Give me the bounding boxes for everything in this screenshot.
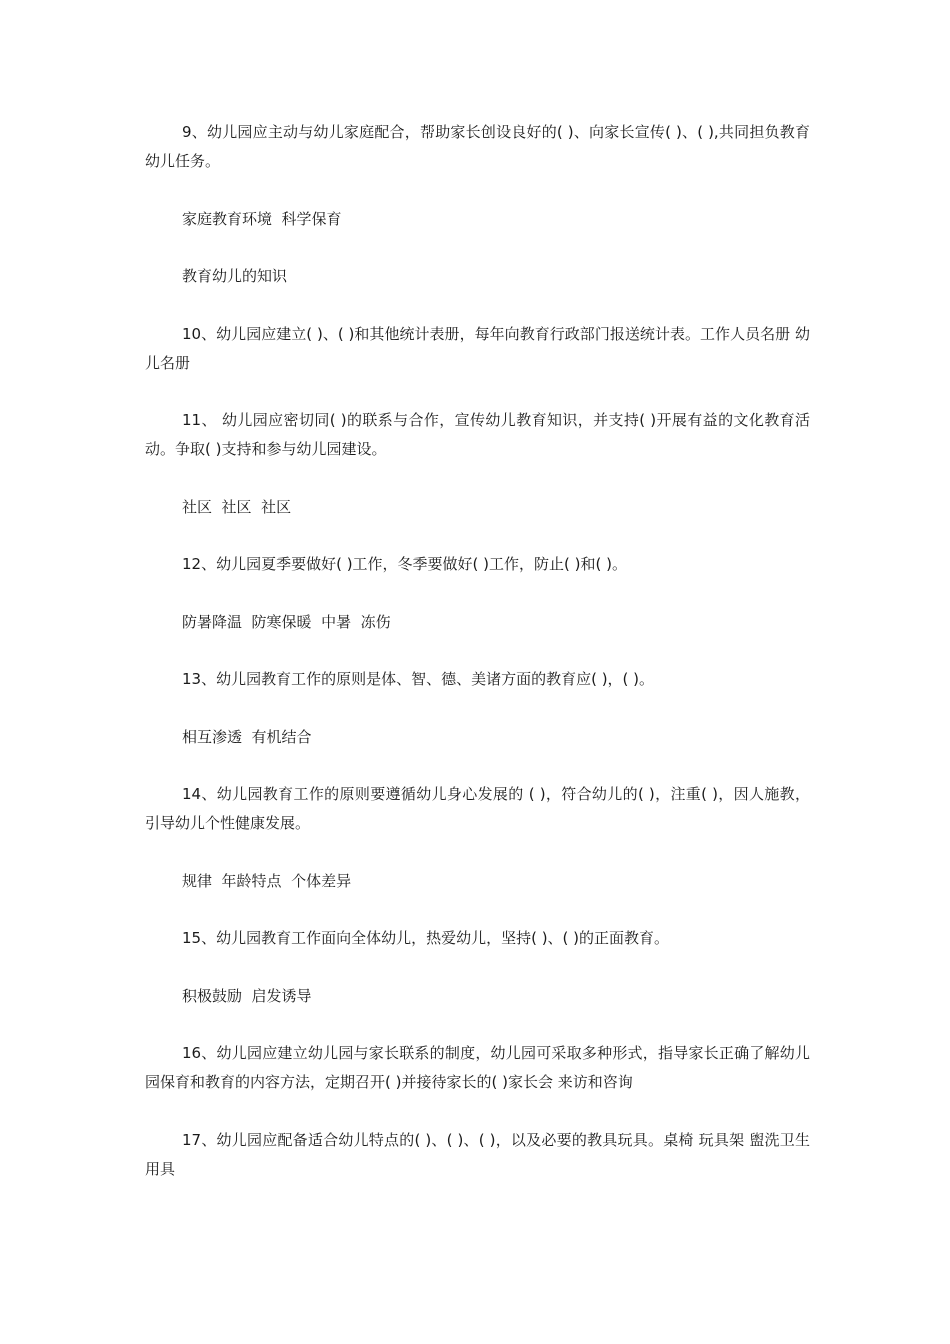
answer-12: 防暑降温 防寒保暖 中暑 冻伤 [182,613,391,631]
question-10 [145,320,810,378]
question-15 [145,924,810,953]
answer-13: 相互渗透 有机结合 [182,728,312,746]
question-11 [145,406,810,464]
question-16 [145,1039,810,1097]
answer-9a: 家庭教育环境 科学保育 [182,210,342,228]
question-9-text: 9、幼儿园应主动与幼儿家庭配合，帮助家长创设良好的( )、向家长宣传( )、( ),共同担负教育幼儿任务。 [145,123,810,170]
question-13 [145,665,810,694]
question-12 [145,550,810,579]
answer-9b: 教育幼儿的知识 [182,267,288,285]
answer-14: 规律 年龄特点 个体差异 [182,872,352,890]
question-17-text: 17、幼儿园应配备适合幼儿特点的( )、( )、( )，以及必要的教具玩具。桌椅 玩具架 盥洗卫生用具 [145,1131,810,1178]
answer-11: 社区 社区 社区 [182,498,292,516]
question-17 [145,1126,810,1184]
question-11-text: 11、 幼儿园应密切同( )的联系与合作，宣传幼儿教育知识，并支持( )开展有益的文化教育活动。争取( )支持和参与幼儿园建设。 [145,411,810,458]
question-15-text: 15、幼儿园教育工作面向全体幼儿，热爱幼儿，坚持( )、( )的正面教育。 [182,929,670,947]
question-13-text: 13、幼儿园教育工作的原则是体、智、德、美诸方面的教育应( )，( )。 [182,670,655,688]
question-14 [145,780,810,838]
question-16-text: 16、幼儿园应建立幼儿园与家长联系的制度，幼儿园可采取多种形式，指导家长正确了解幼儿园保育和教育的内容方法，定期召开( )并接待家长的( )家长会 来访和咨询 [145,1044,810,1091]
question-9 [145,118,810,176]
question-10-text: 10、幼儿园应建立( )、( )和其他统计表册，每年向教育行政部门报送统计表。工作人员名册 幼儿名册 [145,325,810,372]
question-14-text: 14、幼儿园教育工作的原则要遵循幼儿身心发展的 ( )，符合幼儿的( )，注重( )，因人施教，引导幼儿个性健康发展。 [145,785,810,832]
answer-15: 积极鼓励 启发诱导 [182,987,312,1005]
question-12-text: 12、幼儿园夏季要做好( )工作，冬季要做好( )工作，防止( )和( )。 [182,555,627,573]
